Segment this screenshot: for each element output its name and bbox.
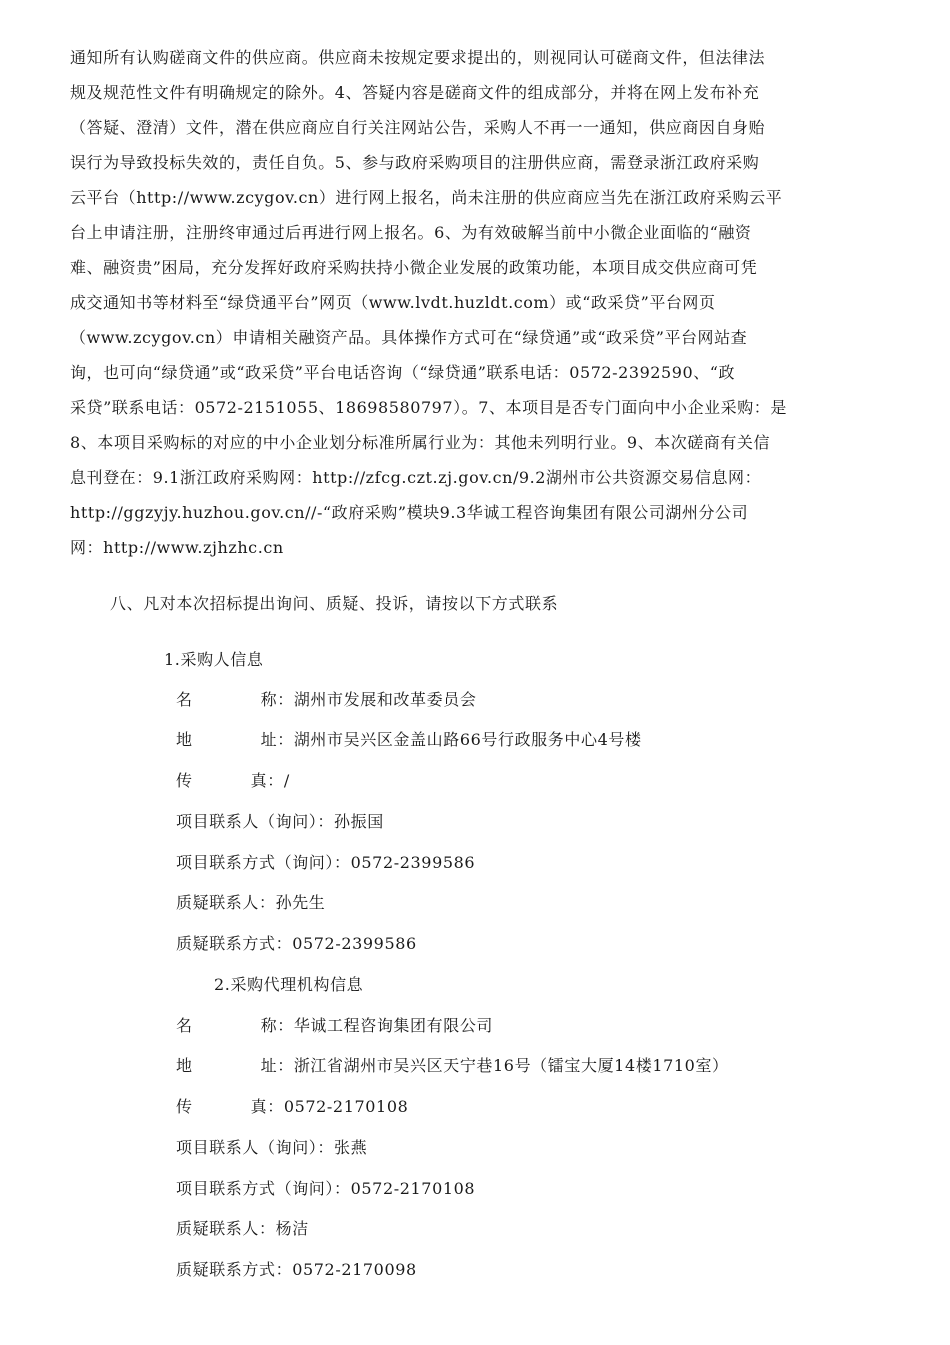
agency-challenge-phone-row xyxy=(176,1258,417,1282)
agency-challenge-contact-row xyxy=(176,1217,309,1241)
paragraph-line: 云平台（http://www.zcygov.cn）进行网上报名，尚未注册的供应商应当先在浙江政府采购云平 xyxy=(70,188,783,207)
purchaser-challenge-phone-row xyxy=(176,932,417,956)
paragraph-line: 息刊登在：9.1浙江政府采购网：http://zfcg.czt.zj.gov.cn/9.2湖州市公共资源交易信息网： xyxy=(70,468,762,487)
address-label-b: 址： xyxy=(260,730,294,749)
contact-label: 项目联系人（询问）： xyxy=(176,812,335,831)
name-label-b: 称： xyxy=(260,690,294,709)
agency-contact-phone-row xyxy=(176,1177,475,1201)
section-heading: 八、凡对本次招标提出询问、质疑、投诉，请按以下方式联系 xyxy=(110,594,559,613)
purchaser-fax-value: / xyxy=(283,771,290,790)
agency-heading: 2.采购代理机构信息 xyxy=(214,975,364,994)
purchaser-name-value: 湖州市发展和改革委员会 xyxy=(293,690,477,709)
agency-challenge-phone-value: 0572-2170098 xyxy=(292,1260,417,1279)
contact-label: 项目联系人（询问）： xyxy=(176,1138,335,1157)
purchaser-contact-phone-row xyxy=(176,851,475,875)
contact-phone-label: 项目联系方式（询问）： xyxy=(176,1179,351,1198)
agency-name-value: 华诚工程咨询集团有限公司 xyxy=(293,1016,494,1035)
purchaser-contact-row xyxy=(176,810,384,834)
agency-challenge-contact-value: 杨洁 xyxy=(275,1219,309,1238)
paragraph-line: 询，也可向“绿贷通”或“政采贷”平台电话咨询（“绿贷通”联系电话：0572-2392590、“政 xyxy=(70,363,736,382)
purchaser-challenge-contact-value: 孙先生 xyxy=(275,893,326,912)
purchaser-challenge-contact-row xyxy=(176,891,325,915)
challenge-contact-label: 质疑联系人： xyxy=(176,1219,276,1238)
challenge-phone-label: 质疑联系方式： xyxy=(176,1260,293,1279)
agency-contact-value: 张燕 xyxy=(334,1138,368,1157)
agency-address-row xyxy=(176,1054,729,1078)
agency-contact-row xyxy=(176,1136,367,1160)
fax-label-b: 真： xyxy=(250,1097,284,1116)
agency-address-value: 浙江省湖州市吴兴区天宁巷16号（镭宝大厦14楼1710室） xyxy=(293,1056,729,1075)
purchaser-contact-value: 孙振国 xyxy=(334,812,384,831)
agency-contact-phone-value: 0572-2170108 xyxy=(350,1179,476,1198)
agency-fax-value: 0572-2170108 xyxy=(283,1097,409,1116)
name-label-b: 称： xyxy=(260,1016,294,1035)
challenge-contact-label: 质疑联系人： xyxy=(176,893,276,912)
paragraph-line: 通知所有认购磋商文件的供应商。供应商未按规定要求提出的，则视同认可磋商文件，但法律法 xyxy=(70,48,766,67)
fax-label-a: 传 xyxy=(176,771,193,790)
paragraph-line: http://ggzyjy.huzhou.gov.cn//-“政府采购”模块9.3华诚工程咨询集团有限公司湖州分公司 xyxy=(70,503,749,522)
purchaser-name-row xyxy=(176,688,476,712)
purchaser-address-value: 湖州市吴兴区金盖山路66号行政服务中心4号楼 xyxy=(293,730,642,749)
notice-paragraph xyxy=(70,40,882,565)
purchaser-heading: 1.采购人信息 xyxy=(164,650,264,669)
agency-fax-row xyxy=(176,1095,408,1119)
name-label-a: 名 xyxy=(176,690,193,709)
address-label-b: 址： xyxy=(260,1056,294,1075)
paragraph-line: 8、本项目采购标的对应的中小企业划分标准所属行业为：其他未列明行业。9、本次磋商有关信 xyxy=(70,433,771,452)
purchaser-challenge-phone-value: 0572-2399586 xyxy=(292,934,417,953)
paragraph-line: 成交通知书等材料至“绿贷通平台”网页（www.lvdt.huzldt.com）或“政采贷”平台网页 xyxy=(70,293,716,312)
fax-label-a: 传 xyxy=(176,1097,193,1116)
paragraph-line: 误行为导致投标失效的，责任自负。5、参与政府采购项目的注册供应商，需登录浙江政府采购 xyxy=(70,153,760,172)
address-label-a: 地 xyxy=(176,730,193,749)
paragraph-line: 难、融资贵”困局，充分发挥好政府采购扶持小微企业发展的政策功能，本项目成交供应商可凭 xyxy=(70,258,758,277)
fax-label-b: 真： xyxy=(250,771,284,790)
contact-phone-label: 项目联系方式（询问）： xyxy=(176,853,351,872)
challenge-phone-label: 质疑联系方式： xyxy=(176,934,293,953)
purchaser-address-row xyxy=(176,728,642,752)
agency-name-row xyxy=(176,1014,493,1038)
paragraph-line: （www.zcygov.cn）申请相关融资产品。具体操作方式可在“绿贷通”或“政采贷”平台网站查 xyxy=(70,328,748,347)
address-label-a: 地 xyxy=(176,1056,193,1075)
paragraph-line: 台上申请注册，注册终审通过后再进行网上报名。6、为有效破解当前中小微企业面临的“融资 xyxy=(70,223,752,242)
purchaser-fax-row xyxy=(176,769,290,793)
paragraph-line: 网：http://www.zjhzhc.cn xyxy=(70,538,284,557)
paragraph-line: 规及规范性文件有明确规定的除外。4、答疑内容是磋商文件的组成部分，并将在网上发布补充 xyxy=(70,83,760,102)
purchaser-contact-phone-value: 0572-2399586 xyxy=(350,853,476,872)
paragraph-line: （答疑、澄清）文件，潜在供应商应自行关注网站公告，采购人不再一一通知，供应商因自身贻 xyxy=(70,118,766,137)
name-label-a: 名 xyxy=(176,1016,193,1035)
paragraph-line: 采贷”联系电话：0572-2151055、18698580797）。7、本项目是否专门面向中小企业采购：是 xyxy=(70,398,787,417)
